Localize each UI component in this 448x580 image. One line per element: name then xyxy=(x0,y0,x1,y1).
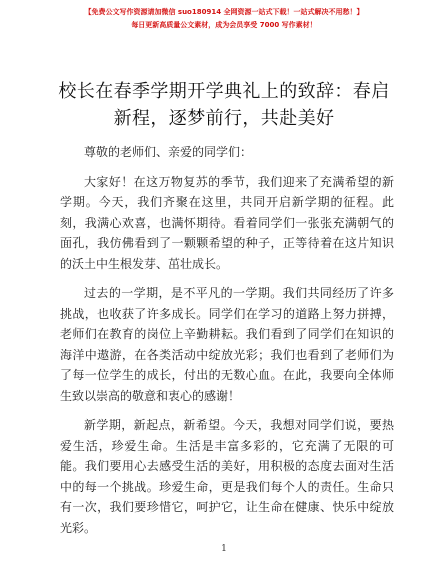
paragraph: 大家好！在这万物复苏的季节，我们迎来了充满希望的新学期。今天，我们齐聚在这里，共同开启新学期的征程。此刻，我满心欢喜，也满怀期待。看着同学们一张张充满朝气的面孔，我仿佛看到了一颗颗希望的种子，正等待着在这片知识的沃土中生根发芽、茁壮成长。 xyxy=(60,174,394,271)
page-number: 1 xyxy=(221,544,227,554)
document-title: 校长在春季学期开学典礼上的致辞：春启新程，逐梦前行，共赴美好 xyxy=(58,81,390,129)
salutation: 尊敬的老师们、亲爱的同学们： xyxy=(84,145,253,159)
banner-line-2: 每日更新高质量公文素材，成为会员享受 7000 写作素材！ xyxy=(131,21,317,29)
paragraph: 新学期，新起点，新希望。今天，我想对同学们说，要热爱生活，珍爱生命。生活是丰富多彩的，它充满了无限的可能。我们要用心去感受生活的美好，用积极的态度去面对生活中的每一个挑战。珍爱生命，更是我们每个人的责任。生命只有一次，我们要珍惜它，呵护它，让生命在健康、快乐中绽放光彩。 xyxy=(60,418,394,535)
header-banner xyxy=(0,6,448,32)
paragraph: 过去的一学期，是不平凡的一学期。我们共同经历了许多挑战，也收获了许多成长。同学们在学习的道路上努力拼搏，老师们在教育的岗位上辛勤耕耘。我们看到了同学们在知识的海洋中遨游，在各类活动中绽放光彩；我们也看到了老师们为了每一位学生的成长，付出的无数心血。在此，我要向全体师生致以崇高的敬意和衷心的感谢！ xyxy=(60,286,394,403)
banner-line-1: 【免费公文写作资源请加微信 suo180914 全网资源一站式下载！一站式解决不用愁！】 xyxy=(84,8,364,16)
document-body xyxy=(60,142,394,547)
